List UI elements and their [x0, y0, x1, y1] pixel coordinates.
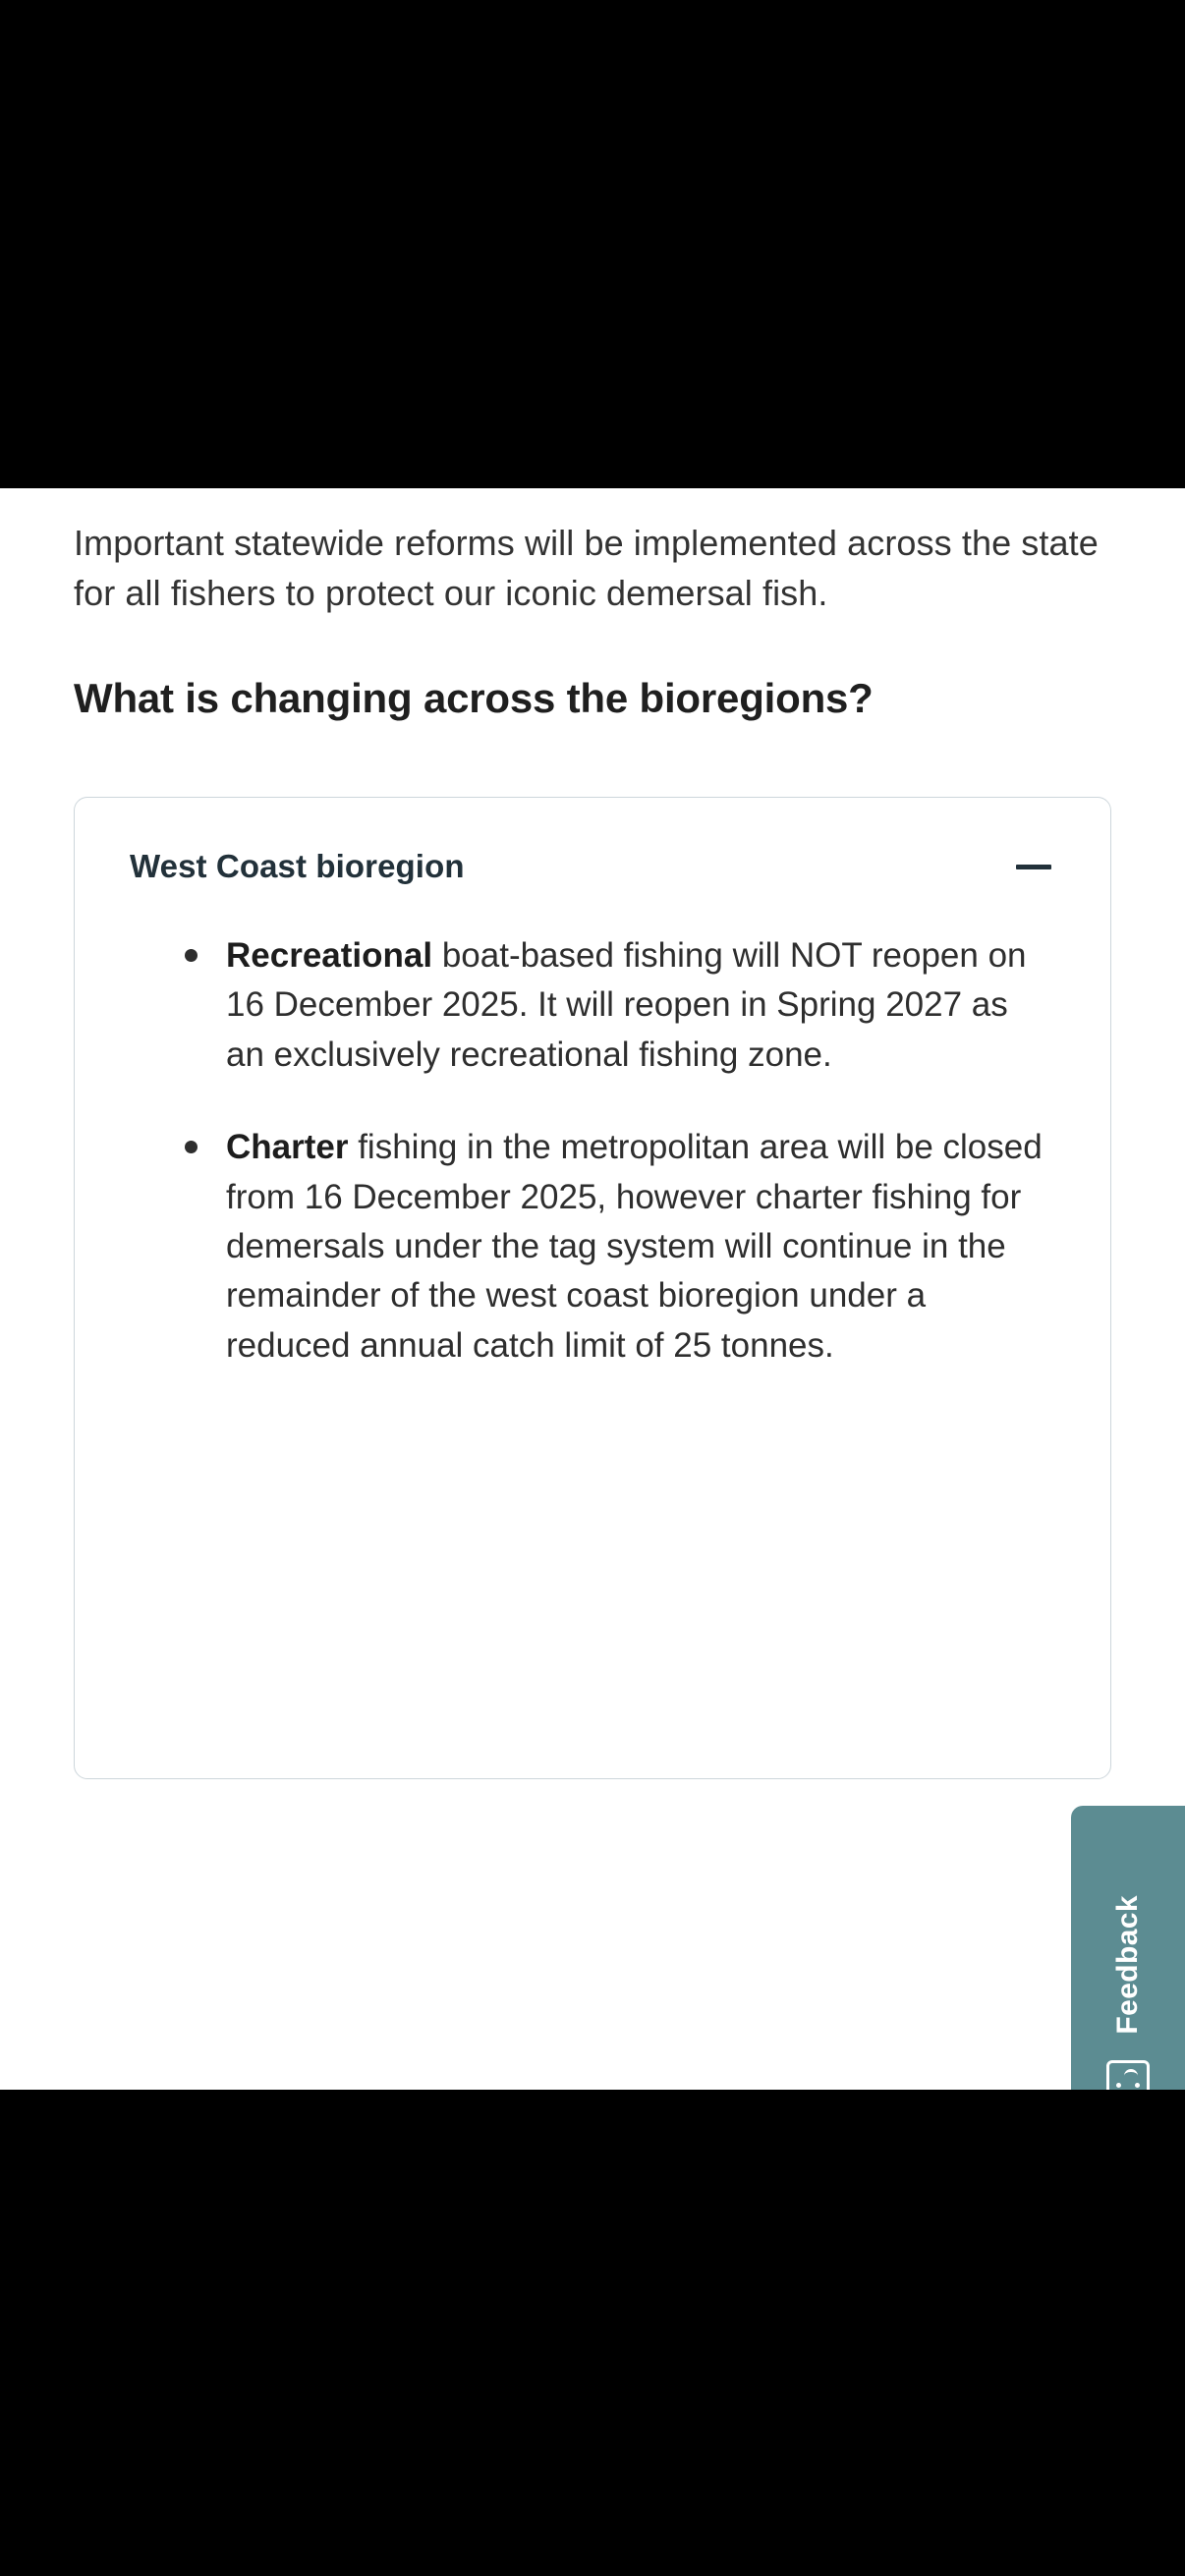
- list-item: [185, 1123, 1047, 1371]
- list-item-text: fishing in the metropolitan area will be closed from 16 December 2025, however charter fishing for demersals under the tag system will continue in the remainder of the west coast bioregion under a reduced annual catch limit of 25 tonnes.: [226, 1128, 1043, 1365]
- accordion-title: West Coast bioregion: [130, 848, 465, 885]
- page-title: What is changing across the bioregions?: [74, 675, 874, 722]
- bullet-icon: [185, 949, 198, 962]
- feedback-smiley-icon: [1106, 2060, 1150, 2090]
- list-item: [185, 931, 1047, 1080]
- feedback-smiley-mouth: [1124, 2069, 1138, 2079]
- minus-icon-bar: [1016, 865, 1051, 869]
- minus-icon[interactable]: [1012, 845, 1055, 888]
- bullet-icon: [185, 1141, 198, 1153]
- list-item-lead: Recreational: [226, 936, 433, 976]
- list-item-text: boat-based fishing will NOT reopen on 16 December 2025. It will reopen in Spring 2027 as an exclusively recreational fishing zone.: [226, 936, 1027, 1074]
- accordion-west-coast-bioregion: [74, 797, 1111, 1779]
- feedback-label: Feedback: [1111, 1895, 1144, 2035]
- page-content: [0, 488, 1185, 1779]
- accordion-header-west-coast-bioregion[interactable]: [75, 798, 1110, 918]
- bioregion-change-list: [138, 931, 1047, 1371]
- accordion-body-west-coast-bioregion: [75, 918, 1110, 1410]
- intro-paragraph: Important statewide reforms will be implemented across the state for all fishers to protect our iconic demersal fish.: [74, 523, 1099, 614]
- page-viewport: [0, 488, 1185, 2090]
- list-item-lead: Charter: [226, 1128, 349, 1167]
- feedback-tab[interactable]: [1071, 1806, 1185, 2090]
